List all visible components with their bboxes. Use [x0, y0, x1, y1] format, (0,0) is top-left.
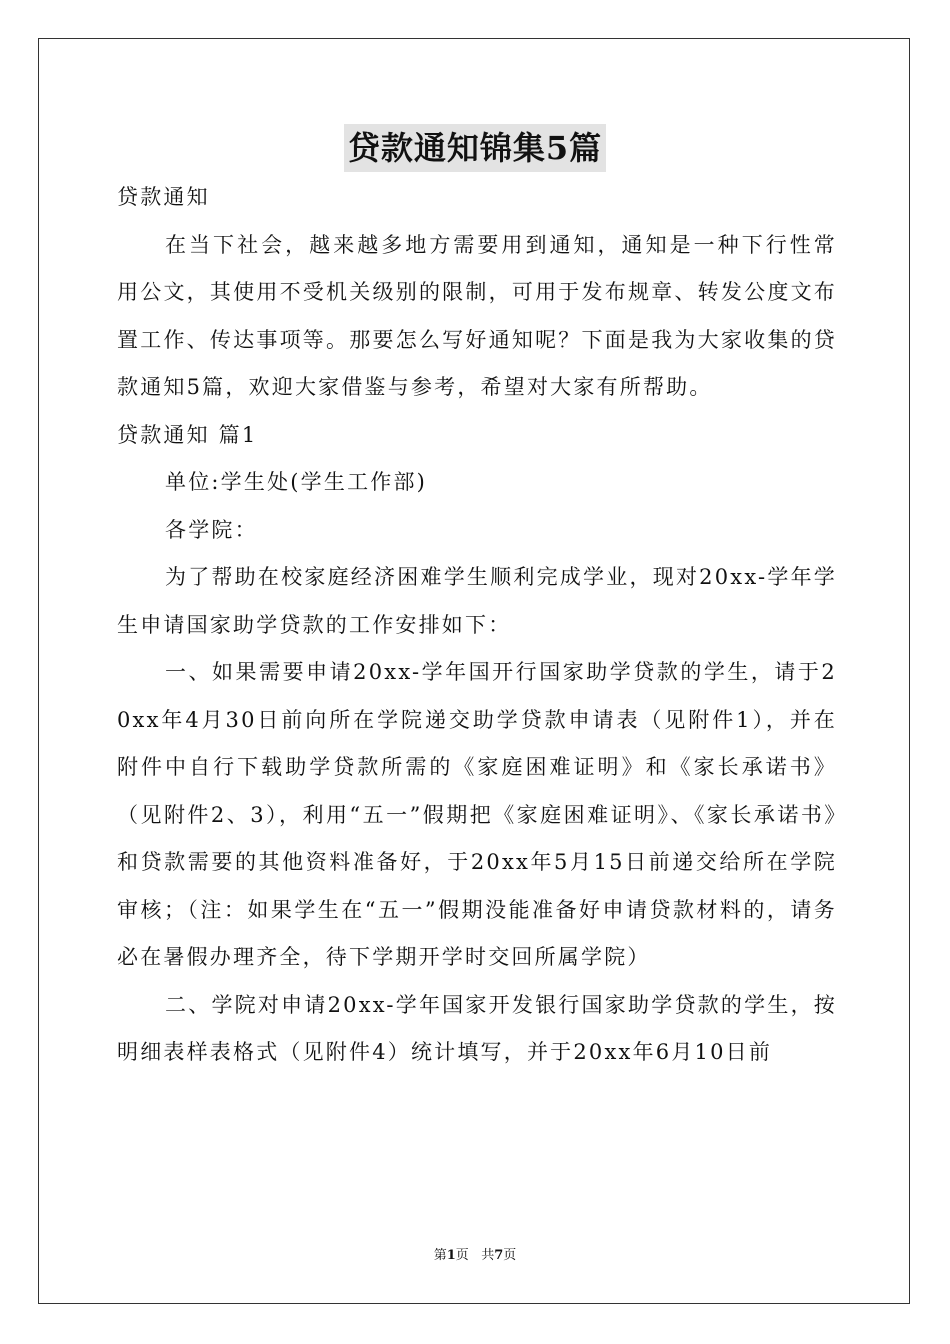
- title-container: [0, 124, 950, 172]
- paragraph: 二、学院对申请20xx-学年国家开发银行国家助学贷款的学生，按明细表样表格式（见附件4）统计填写，并于20xx年6月10日前: [117, 992, 837, 1064]
- footer-total-suffix: 页: [503, 1248, 517, 1263]
- paragraph: 为了帮助在校家庭经济困难学生顺利完成学业，现对20xx-学年学生申请国家助学贷款的工作安排如下：: [117, 565, 837, 637]
- paragraph: 各学院：: [165, 517, 258, 542]
- paragraph: 一、如果需要申请20xx-学年国开行国家助学贷款的学生，请于20xx年4月30日前向所在学院递交助学贷款申请表（见附件1），并在附件中自行下载助学贷款所需的《家庭困难证明》和《家长承诺书》（见附件2、3），利用“五一”假期把《家庭困难证明》、《家长承诺书》和贷款需要的其他资料准备好，于20xx年5月15日前递交给所在学院审核；（注：如果学生在“五一”假期没能准备好申请贷款材料的，请务必在暑假办理齐全，待下学期开学时交回所属学院）: [117, 660, 837, 969]
- paragraph: 在当下社会，越来越多地方需要用到通知，通知是一种下行性常用公文，其使用不受机关级别的限制，可用于发布规章、转发公度文布置工作、传达事项等。那要怎么写好通知呢？下面是我为大家收集的贷款通知5篇，欢迎大家借鉴与参考，希望对大家有所帮助。: [117, 232, 837, 399]
- footer-page-suffix: 页: [455, 1248, 469, 1263]
- document-body: [117, 174, 837, 1077]
- footer-page-number: 1: [446, 1248, 456, 1263]
- page-footer: [0, 1247, 950, 1265]
- document-title: 贷款通知锦集5篇: [344, 124, 606, 172]
- footer-total-prefix: 共: [481, 1248, 495, 1263]
- paragraph: 贷款通知: [117, 185, 210, 209]
- paragraph: 单位:学生处(学生工作部): [165, 470, 428, 494]
- footer-total-number: 7: [494, 1248, 504, 1263]
- paragraph: 贷款通知 篇1: [117, 422, 258, 447]
- footer-page-prefix: 第: [433, 1248, 447, 1263]
